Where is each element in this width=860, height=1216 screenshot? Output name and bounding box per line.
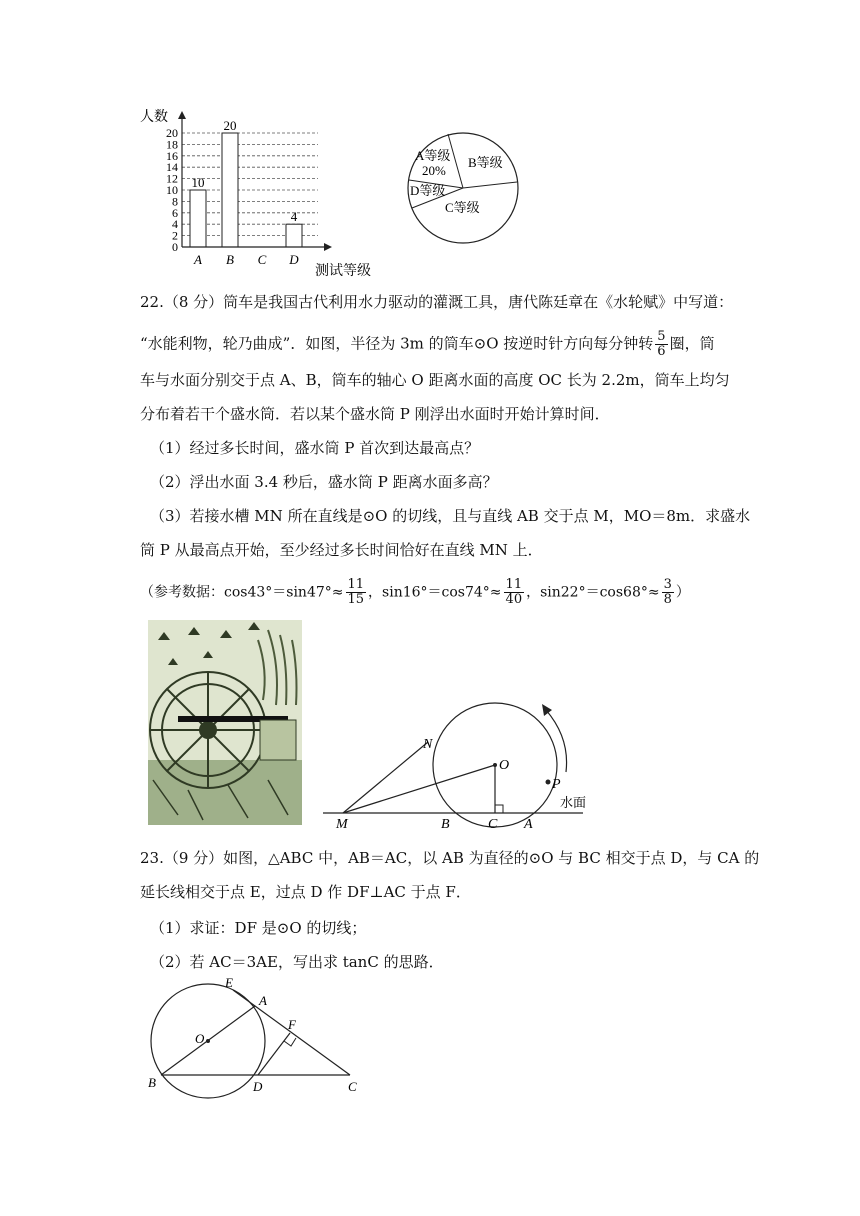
y-tick-label: 0 — [172, 240, 178, 254]
right-angle-mark — [495, 805, 503, 813]
label-C: C — [348, 1079, 357, 1094]
fraction-5-6: $\frac{5}{6}$ — [657, 329, 666, 359]
y-tick-label: 16 — [166, 148, 178, 163]
point-O — [206, 1039, 210, 1043]
x-axis-arrow — [324, 243, 332, 251]
label-O: O — [499, 758, 510, 773]
q22-sub-2: （2）浮出水面 3.4 秒后，盛水筒 P 距离水面多高？ — [150, 473, 498, 491]
label-P: P — [552, 777, 561, 792]
y-tick-label: 4 — [172, 217, 178, 232]
y-tick-label: 6 — [172, 205, 178, 220]
pie-label-a-percent: 20% — [422, 163, 446, 178]
label-N: N — [423, 737, 433, 752]
q23-line-2: 延长线相交于点 E，过点 D 作 DF⊥AC 于点 F． — [140, 883, 471, 901]
q22-line-3: 车与水面分别交于点 A、B，筒车的轴心 O 距离水面的高度 OC 长为 2.2m，筒车上均匀 — [140, 371, 730, 389]
label-M: M — [336, 817, 348, 830]
q22-geometry-diagram — [318, 680, 588, 830]
water-surface-label: 水面 — [560, 795, 587, 810]
rotation-arrow — [546, 710, 567, 772]
point-P — [546, 780, 551, 785]
q23-geometry-diagram — [145, 975, 365, 1105]
pie-chart — [400, 120, 530, 270]
q23-line-1: 23.（9 分）如图，△ABC 中，AB＝AC，以 AB 为直径的⊙O 与 BC 相交于点 D，与 CA 的 — [140, 849, 760, 867]
pie-divider — [463, 182, 517, 188]
label-B: B — [441, 817, 450, 830]
q22-line-1: 22.（8 分）筒车是我国古代利用水力驱动的灌溉工具，唐代陈廷章在《水轮赋》中写道： — [140, 293, 734, 311]
pie-label-c: C等级 — [445, 200, 480, 215]
label-B: B — [148, 1075, 156, 1090]
q22-sub-1: （1）经过多长时间，盛水筒 P 首次到达最高点？ — [150, 439, 480, 457]
bar-value-label: 10 — [191, 175, 205, 190]
label-E: E — [225, 975, 233, 990]
y-tick-label: 20 — [166, 126, 178, 140]
label-C: C — [488, 817, 498, 830]
y-tick-label: 2 — [172, 228, 178, 243]
q22-sub-3-cont: 筒 P 从最高点开始，至少经过多长时间恰好在直线 MN 上． — [140, 541, 543, 559]
x-category-label: A — [194, 252, 202, 267]
bar-d — [286, 224, 302, 247]
bar-value-label: 4 — [290, 209, 298, 225]
x-category-label: C — [257, 252, 267, 267]
point-O — [493, 763, 497, 767]
y-axis-arrow — [178, 111, 186, 119]
y-tick-label: 10 — [166, 183, 178, 197]
label-F: F — [288, 1017, 296, 1032]
q23-sub-1: （1）求证：DF 是⊙O 的切线； — [150, 919, 367, 937]
segment-EC — [233, 990, 350, 1075]
q23-sub-2: （2）若 AC＝3AE，写出求 tanC 的思路． — [150, 953, 444, 971]
rotation-arrowhead — [542, 704, 552, 716]
pie-label-b: B等级 — [468, 155, 503, 170]
segment-MO — [343, 765, 495, 813]
y-tick-label: 12 — [166, 171, 178, 186]
water-wheel-illustration — [148, 620, 302, 825]
q22-line-2: “水能利物，轮乃曲成”．如图，半径为 3m 的筒车⊙O 按逆时针方向每分钟转 $\frac{5}{6}$ 圈，筒 — [140, 329, 715, 359]
label-A: A — [524, 817, 533, 830]
y-axis-label: 人数 — [140, 110, 168, 125]
tangent-MN — [343, 742, 428, 813]
bar-value-label: 20 — [223, 118, 237, 133]
bar-chart — [140, 105, 400, 280]
bar-b — [222, 133, 238, 247]
q22-line-4: 分布着若干个盛水筒．若以某个盛水筒 P 刚浮出水面时开始计算时间． — [140, 405, 610, 423]
y-tick-label: 8 — [172, 194, 178, 209]
label-A: A — [259, 993, 267, 1008]
bar-a — [190, 190, 206, 247]
segment-DF — [258, 1033, 290, 1075]
x-category-label: B — [226, 252, 234, 267]
pie-label-a: A等级 — [415, 148, 451, 163]
y-tick-label: 14 — [166, 160, 178, 175]
x-category-label: D — [289, 252, 299, 267]
x-axis-label: 测试等级 — [315, 264, 371, 279]
q22-reference-data: （参考数据：cos43°＝sin47°≈ $\frac{11}{15}$ ，sin16°＝cos74°≈ $\frac{11}{40}$ ，sin22°＝cos68°≈ $\frac{3}{8}$ ） — [140, 577, 690, 607]
label-O: O — [195, 1031, 205, 1046]
y-tick-label: 18 — [166, 137, 178, 152]
label-D: D — [253, 1079, 263, 1094]
q22-sub-3: （3）若接水槽 MN 所在直线是⊙O 的切线，且与直线 AB 交于点 M，MO＝8m．求盛水 — [150, 507, 751, 525]
pie-label-d: D等级 — [410, 183, 446, 198]
